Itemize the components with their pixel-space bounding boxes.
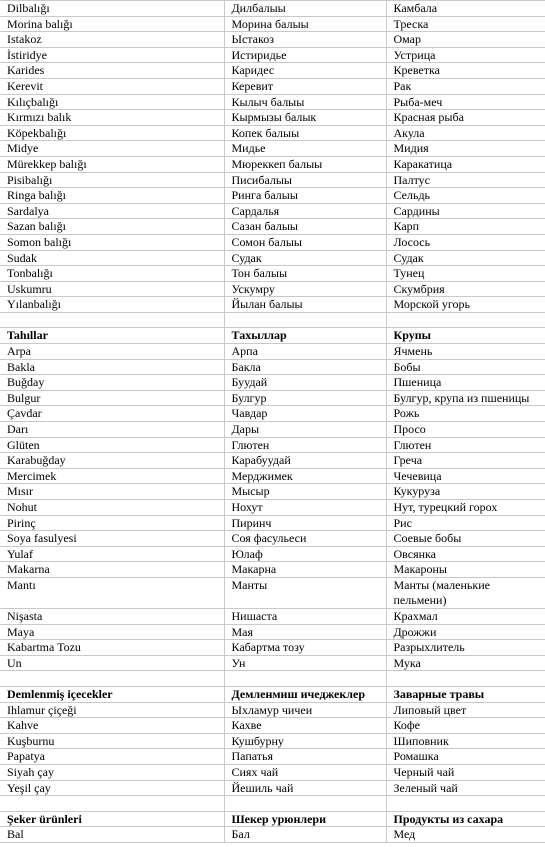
cell-transliteration: Манты [224, 577, 386, 608]
section-header-russian: Продукты из сахара [386, 811, 545, 827]
cell-transliteration [224, 796, 386, 812]
cell-transliteration: Дилбалыы [224, 1, 386, 17]
cell-transliteration: Макарна [224, 562, 386, 578]
cell-russian: Пшеница [386, 375, 545, 391]
cell-turkish: Sudak [0, 250, 224, 266]
table-row [0, 141, 545, 157]
table-row [0, 624, 545, 640]
cell-turkish: Ihlamur çiçeği [0, 702, 224, 718]
cell-turkish: Kuşburnu [0, 733, 224, 749]
cell-russian: Камбала [386, 1, 545, 17]
section-header-transliteration: Демленмиш ичеджеклер [224, 686, 386, 702]
cell-russian: Треска [386, 16, 545, 32]
cell-turkish: Kılıçbalığı [0, 94, 224, 110]
cell-russian: Зеленый чай [386, 780, 545, 796]
table-row [0, 359, 545, 375]
cell-turkish [0, 671, 224, 687]
cell-turkish: Morina balığı [0, 16, 224, 32]
cell-turkish: Mısır [0, 484, 224, 500]
table-row [0, 219, 545, 235]
cell-russian: Соевые бобы [386, 531, 545, 547]
table-row [0, 78, 545, 94]
section-header-transliteration: Тахыллар [224, 328, 386, 344]
cell-russian: Каракатица [386, 156, 545, 172]
cell-turkish: Tonbalığı [0, 266, 224, 282]
table-row [0, 764, 545, 780]
cell-transliteration: Ыстакоз [224, 32, 386, 48]
cell-transliteration: Нохут [224, 500, 386, 516]
cell-russian: Рыба-меч [386, 94, 545, 110]
cell-russian: Чечевица [386, 468, 545, 484]
cell-turkish: Siyah çay [0, 764, 224, 780]
cell-transliteration: Каридес [224, 63, 386, 79]
cell-russian: Разрыхлитель [386, 640, 545, 656]
cell-russian: Кукуруза [386, 484, 545, 500]
cell-turkish: Mantı [0, 577, 224, 608]
spacer-row [0, 671, 545, 687]
table-row [0, 110, 545, 126]
cell-russian: Просо [386, 422, 545, 438]
section-header-transliteration: Шекер урюнлери [224, 811, 386, 827]
cell-russian: Кофе [386, 718, 545, 734]
cell-russian: Акула [386, 125, 545, 141]
cell-russian [386, 796, 545, 812]
cell-transliteration: Йылан балыы [224, 297, 386, 313]
cell-transliteration: Нишаста [224, 608, 386, 624]
cell-turkish: Mürekkep balığı [0, 156, 224, 172]
table-row [0, 188, 545, 204]
cell-russian: Дрожжи [386, 624, 545, 640]
cell-turkish: Istakoz [0, 32, 224, 48]
cell-russian: Лосось [386, 234, 545, 250]
table-row [0, 250, 545, 266]
cell-turkish: Bulgur [0, 390, 224, 406]
cell-russian: Липовый цвет [386, 702, 545, 718]
table-row [0, 780, 545, 796]
table-row [0, 531, 545, 547]
cell-russian: Судак [386, 250, 545, 266]
table-row [0, 608, 545, 624]
table-row [0, 47, 545, 63]
cell-russian: Креветка [386, 63, 545, 79]
cell-russian: Рак [386, 78, 545, 94]
cell-russian: Ячмень [386, 344, 545, 360]
cell-russian: Нут, турецкий горох [386, 500, 545, 516]
table-row [0, 375, 545, 391]
table-row [0, 453, 545, 469]
cell-transliteration: Сиях чай [224, 764, 386, 780]
cell-turkish: Kerevit [0, 78, 224, 94]
cell-transliteration: Ун [224, 655, 386, 671]
cell-russian: Карп [386, 219, 545, 235]
section-header-row [0, 811, 545, 827]
table-row [0, 733, 545, 749]
cell-transliteration: Копек балыы [224, 125, 386, 141]
cell-russian: Рис [386, 515, 545, 531]
cell-turkish: Arpa [0, 344, 224, 360]
cell-russian: Красная рыба [386, 110, 545, 126]
cell-transliteration: Мерджимек [224, 468, 386, 484]
cell-transliteration: Мюреккеп балыы [224, 156, 386, 172]
cell-turkish: Bakla [0, 359, 224, 375]
cell-turkish: Ringa balığı [0, 188, 224, 204]
section-header-turkish: Tahıllar [0, 328, 224, 344]
cell-transliteration: Кушбурну [224, 733, 386, 749]
cell-transliteration: Кабартма тозу [224, 640, 386, 656]
cell-transliteration: Керевит [224, 78, 386, 94]
cell-russian: Мука [386, 655, 545, 671]
cell-turkish: Kırmızı balık [0, 110, 224, 126]
cell-turkish: Darı [0, 422, 224, 438]
table-row [0, 156, 545, 172]
table-row [0, 546, 545, 562]
table-row [0, 390, 545, 406]
table-row [0, 125, 545, 141]
table-row [0, 16, 545, 32]
cell-turkish: Yılanbalığı [0, 297, 224, 313]
cell-transliteration: Бакла [224, 359, 386, 375]
spacer-row [0, 312, 545, 328]
cell-russian: Бобы [386, 359, 545, 375]
cell-turkish: Somon balığı [0, 234, 224, 250]
table-row [0, 63, 545, 79]
cell-russian: Черный чай [386, 764, 545, 780]
table-row [0, 702, 545, 718]
cell-turkish: Karides [0, 63, 224, 79]
table-row [0, 297, 545, 313]
cell-turkish: Sazan balığı [0, 219, 224, 235]
table-row [0, 234, 545, 250]
cell-turkish: Yeşil çay [0, 780, 224, 796]
table-row [0, 827, 545, 843]
cell-transliteration: Мая [224, 624, 386, 640]
cell-russian: Палтус [386, 172, 545, 188]
cell-turkish: Kabartma Tozu [0, 640, 224, 656]
cell-transliteration: Кылыч балыы [224, 94, 386, 110]
section-header-turkish: Şeker ürünleri [0, 811, 224, 827]
cell-transliteration: Пиринч [224, 515, 386, 531]
table-row [0, 281, 545, 297]
cell-transliteration: Юлаф [224, 546, 386, 562]
cell-russian: Рожь [386, 406, 545, 422]
table-row [0, 437, 545, 453]
cell-turkish: Un [0, 655, 224, 671]
cell-turkish: Pisibalığı [0, 172, 224, 188]
cell-turkish: Köpekbalığı [0, 125, 224, 141]
table-row [0, 406, 545, 422]
section-header-row [0, 686, 545, 702]
cell-turkish: Pirinç [0, 515, 224, 531]
table-row [0, 577, 545, 608]
cell-turkish: Kahve [0, 718, 224, 734]
cell-turkish: Glüten [0, 437, 224, 453]
cell-turkish [0, 312, 224, 328]
cell-transliteration: Буудай [224, 375, 386, 391]
cell-transliteration: Папатья [224, 749, 386, 765]
table-row [0, 484, 545, 500]
cell-turkish: Bal [0, 827, 224, 843]
cell-russian: Крахмал [386, 608, 545, 624]
cell-transliteration [224, 671, 386, 687]
cell-turkish: Karabuğday [0, 453, 224, 469]
cell-transliteration: Кырмызы балык [224, 110, 386, 126]
cell-russian: Мед [386, 827, 545, 843]
table-row [0, 422, 545, 438]
cell-russian: Тунец [386, 266, 545, 282]
section-header-row [0, 328, 545, 344]
cell-transliteration: Истиридье [224, 47, 386, 63]
cell-turkish: Nişasta [0, 608, 224, 624]
cell-russian: Шиповник [386, 733, 545, 749]
cell-turkish: Yulaf [0, 546, 224, 562]
cell-transliteration: Ускумру [224, 281, 386, 297]
cell-turkish: Midye [0, 141, 224, 157]
cell-turkish: Mercimek [0, 468, 224, 484]
cell-transliteration: Мидье [224, 141, 386, 157]
cell-russian: Булгур, крупа из пшеницы [386, 390, 545, 406]
cell-turkish: Buğday [0, 375, 224, 391]
cell-russian: Греча [386, 453, 545, 469]
cell-russian: Сельдь [386, 188, 545, 204]
cell-turkish: Makarna [0, 562, 224, 578]
cell-transliteration: Глютен [224, 437, 386, 453]
cell-turkish: Maya [0, 624, 224, 640]
cell-russian: Сардины [386, 203, 545, 219]
table-row [0, 344, 545, 360]
cell-transliteration: Чавдар [224, 406, 386, 422]
cell-turkish: Papatya [0, 749, 224, 765]
cell-turkish: Soya fasulyesi [0, 531, 224, 547]
cell-turkish: Dilbalığı [0, 1, 224, 17]
table-row [0, 640, 545, 656]
table-row [0, 718, 545, 734]
cell-russian: Скумбрия [386, 281, 545, 297]
cell-transliteration [224, 312, 386, 328]
cell-turkish: İstiridye [0, 47, 224, 63]
cell-transliteration: Судак [224, 250, 386, 266]
section-header-russian: Заварные травы [386, 686, 545, 702]
cell-transliteration: Йешиль чай [224, 780, 386, 796]
table-row [0, 172, 545, 188]
cell-transliteration: Тон балыы [224, 266, 386, 282]
cell-transliteration: Писибалыы [224, 172, 386, 188]
cell-turkish: Nohut [0, 500, 224, 516]
table-row [0, 500, 545, 516]
cell-transliteration: Мысыр [224, 484, 386, 500]
table-row [0, 468, 545, 484]
cell-russian [386, 312, 545, 328]
cell-russian: Мидия [386, 141, 545, 157]
table-row [0, 655, 545, 671]
cell-transliteration: Карабуудай [224, 453, 386, 469]
table-row [0, 203, 545, 219]
cell-transliteration: Морина балыы [224, 16, 386, 32]
vocabulary-table-body [0, 1, 545, 843]
cell-turkish [0, 796, 224, 812]
table-row [0, 1, 545, 17]
cell-transliteration: Сазан балыы [224, 219, 386, 235]
cell-russian: Омар [386, 32, 545, 48]
cell-transliteration: Соя фасульеси [224, 531, 386, 547]
cell-russian [386, 671, 545, 687]
cell-russian: Устрица [386, 47, 545, 63]
table-row [0, 266, 545, 282]
cell-turkish: Çavdar [0, 406, 224, 422]
cell-russian: Макароны [386, 562, 545, 578]
cell-russian: Манты (маленькие пельмени) [386, 577, 545, 608]
cell-transliteration: Ринга балыы [224, 188, 386, 204]
cell-transliteration: Ыхламур чичеи [224, 702, 386, 718]
section-header-turkish: Demlenmiş içecekler [0, 686, 224, 702]
table-row [0, 562, 545, 578]
table-row [0, 94, 545, 110]
table-row [0, 515, 545, 531]
cell-transliteration: Дары [224, 422, 386, 438]
table-row [0, 749, 545, 765]
table-row [0, 32, 545, 48]
cell-russian: Овсянка [386, 546, 545, 562]
cell-russian: Ромашка [386, 749, 545, 765]
cell-transliteration: Булгур [224, 390, 386, 406]
cell-transliteration: Арпа [224, 344, 386, 360]
cell-turkish: Sardalya [0, 203, 224, 219]
cell-transliteration: Сомон балыы [224, 234, 386, 250]
cell-transliteration: Кахве [224, 718, 386, 734]
cell-transliteration: Сардалья [224, 203, 386, 219]
cell-russian: Морской угорь [386, 297, 545, 313]
cell-transliteration: Бал [224, 827, 386, 843]
spacer-row [0, 796, 545, 812]
cell-turkish: Uskumru [0, 281, 224, 297]
section-header-russian: Крупы [386, 328, 545, 344]
cell-russian: Глютен [386, 437, 545, 453]
